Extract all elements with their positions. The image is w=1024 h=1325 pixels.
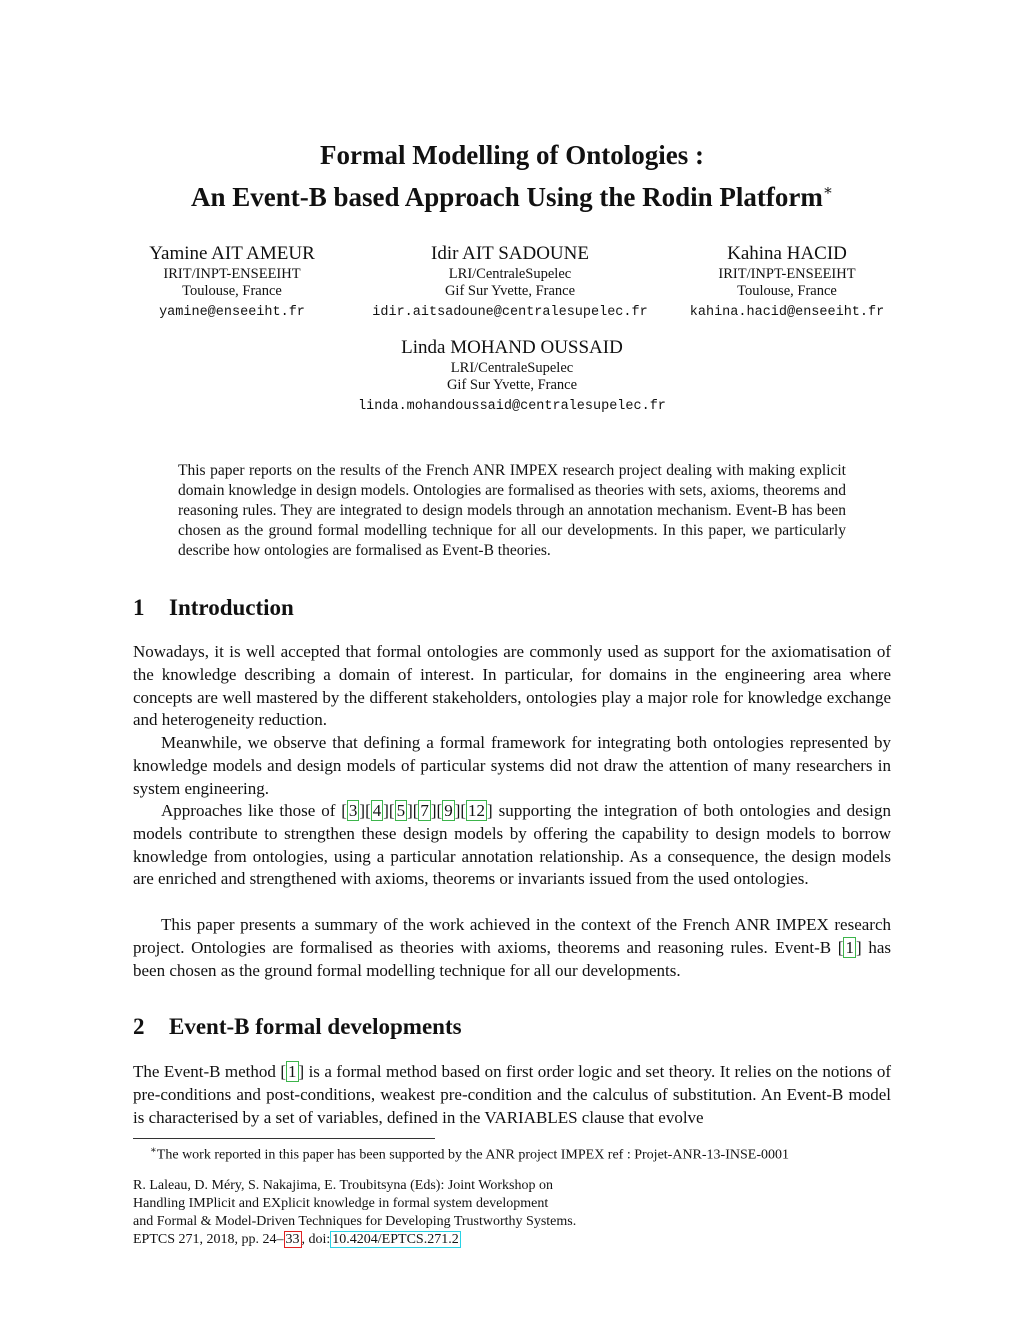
doi-link[interactable]: 10.4204/EPTCS.271.2 <box>332 1232 459 1247</box>
citation-link[interactable]: 1 <box>288 1062 297 1081</box>
eventb-paragraph-1: The Event-B method [ 1 ] is a formal method based on first order logic and set theory. It relies on the notions of pre-conditions and post-conditions, weakest pre-condition and the calculus of substitution. An Event-B model is characterised by a set of variables, defined in the VARIABLES clause that evolve <box>133 1062 891 1127</box>
section-number: 2 <box>133 1014 145 1039</box>
intro-paragraph-3-start: Approaches like those of <box>161 801 342 820</box>
eventb-paragraph-1-start: The Event-B method <box>133 1062 281 1081</box>
intro-paragraph-4-end: has been chosen as the ground formal modelling technique for all our developments. <box>133 937 891 980</box>
footnote-text: The work reported in this paper has been supported by the ANR project IMPEX ref : Projet-ANR-13-INSE-0001 <box>156 1147 789 1163</box>
publication-info <box>133 1177 576 1249</box>
citation-link[interactable]: 5 <box>396 801 406 820</box>
author-block <box>332 336 692 415</box>
author-affiliation: IRIT/INPT-ENSEEIHT <box>718 266 856 282</box>
citation-link[interactable]: 3 <box>348 801 358 820</box>
citation-link[interactable]: 12 <box>468 801 486 820</box>
citation-link[interactable]: 4 <box>372 801 382 820</box>
section-heading-event-b <box>133 1013 462 1041</box>
author-name: Kahina HACID <box>727 243 847 264</box>
footnote-divider <box>133 1138 435 1139</box>
footnote-mark: ∗ <box>150 1145 157 1156</box>
section-title: Event-B formal developments <box>169 1014 462 1039</box>
author-location: Gif Sur Yvette, France <box>446 377 578 393</box>
author-block <box>112 242 352 321</box>
citation-link[interactable]: 7 <box>420 801 429 820</box>
eventb-paragraph-1-end: is a formal method based on first order logic and set theory. It relies on the notions of pre-conditions and post-conditions, weakest pre-condition and the calculus of substitution. An Event-B model is characterised by a set of variables, defined in the VARIABLES clause that evolve <box>133 1062 891 1127</box>
author-email[interactable]: kahina.hacid@enseeiht.fr <box>689 305 885 320</box>
author-location: Toulouse, France <box>182 283 282 299</box>
pubinfo-line <box>133 1231 576 1249</box>
pubinfo-line: Handling IMPlicit and EXplicit knowledge in formal system development <box>133 1196 549 1211</box>
intro-paragraph-2-text: Meanwhile, we observe that defining a formal framework for integrating both ontologies represented by knowledge models and design models of particular systems did not draw the attention of many researchers in system engineering. <box>133 733 891 798</box>
title-footnote-mark[interactable]: ∗ <box>822 183 834 199</box>
author-email[interactable]: linda.mohandoussaid@centralesupelec.fr <box>358 399 666 414</box>
section-number: 1 <box>133 595 145 620</box>
section-title: Introduction <box>169 595 294 620</box>
paper-title-line-2-text: An Event-B based Approach Using the Rodin Platform <box>190 182 823 212</box>
citation-link[interactable]: 1 <box>845 937 854 957</box>
author-affiliation: LRI/CentraleSupelec <box>448 266 572 282</box>
intro-paragraph-3: Approaches like those of [ 3 ][ 4 ][ 5 ][ 7 ][ 9 ][ 12 ] supporting the integration of both ontologies and design models contribute to strengthen these design models by offering the capability to design models to borrow knowledge from ontologies, using a particular annotation relationship. As a consequence, the design models are enriched and strengthened with axioms, theorems or invariants issued from the used ontologies. <box>133 801 891 889</box>
intro-paragraph-4-start: This paper presents a summary of the work achieved in the context of the French ANR IMPEX research project. Ontologies are formalised as theories with axioms, theorems and reasoning rules. Event-B <box>133 915 891 957</box>
paper-title-line-2 <box>0 173 1024 215</box>
author-location: Gif Sur Yvette, France <box>444 283 576 299</box>
intro-paragraph-4: This paper presents a summary of the work achieved in the context of the French ANR IMPEX research project. Ontologies are formalised as theories with axioms, theorems and reasoning rules. Event-B [ 1 ] has been chosen as the ground formal modelling technique for all our developments. <box>133 915 891 980</box>
abstract: This paper reports on the results of the French ANR IMPEX research project dealing with making explicit domain knowledge in design models. Ontologies are formalised as theories with sets, axioms, theorems and reasoning rules. They are integrated to design models through an annotation mechanism. Event-B has been chosen as the ground formal modelling technique for all our developments. In this paper, we particularly describe how ontologies are formalised as Event-B theories. <box>178 462 846 559</box>
pubinfo-line: and Formal & Model-Driven Techniques for Developing Trustworthy Systems. <box>133 1214 577 1229</box>
author-location: Toulouse, France <box>737 283 837 299</box>
author-name: Linda MOHAND OUSSAID <box>401 337 623 358</box>
citation-link[interactable]: 9 <box>444 801 453 820</box>
author-affiliation: IRIT/INPT-ENSEEIHT <box>163 266 301 282</box>
intro-paragraph-1: Nowadays, it is well accepted that formal ontologies are commonly used as support for the axiomatisation of the knowledge describing a domain of interest. In particular, for domains in the engineering area where concepts are well mastered by the different stakeholders, ontologies play a major role for knowledge exchange and heterogeneity reduction. <box>133 642 891 730</box>
author-name: Yamine AIT AMEUR <box>149 243 315 264</box>
paper-title-line-1: Formal Modelling of Ontologies : <box>320 140 704 170</box>
author-email[interactable]: idir.aitsadoune@centralesupelec.fr <box>372 305 648 320</box>
author-block <box>672 242 902 321</box>
author-name: Idir AIT SADOUNE <box>431 243 589 264</box>
author-affiliation: LRI/CentraleSupelec <box>450 360 574 376</box>
pubinfo-line: R. Laleau, D. Méry, S. Nakajima, E. Troubitsyna (Eds): Joint Workshop on <box>133 1178 554 1193</box>
intro-paragraph-3-end: supporting the integration of both ontologies and design models contribute to strengthen these design models by offering the capability to design models to borrow knowledge from ontologies, using a particular annotation relationship. As a consequence, the design models are enriched and strengthened with axioms, theorems or invariants issued from the used ontologies. <box>133 801 891 889</box>
author-block <box>360 242 660 321</box>
pubinfo-volume: EPTCS 271, 2018, pp. 24– <box>133 1232 284 1247</box>
intro-paragraph-2 <box>133 732 891 800</box>
section-heading-introduction <box>133 594 294 622</box>
footnote <box>133 1142 893 1165</box>
doi-label: , doi: <box>301 1232 331 1247</box>
last-page-link[interactable]: 33 <box>285 1232 300 1247</box>
author-email[interactable]: yamine@enseeiht.fr <box>159 305 305 320</box>
